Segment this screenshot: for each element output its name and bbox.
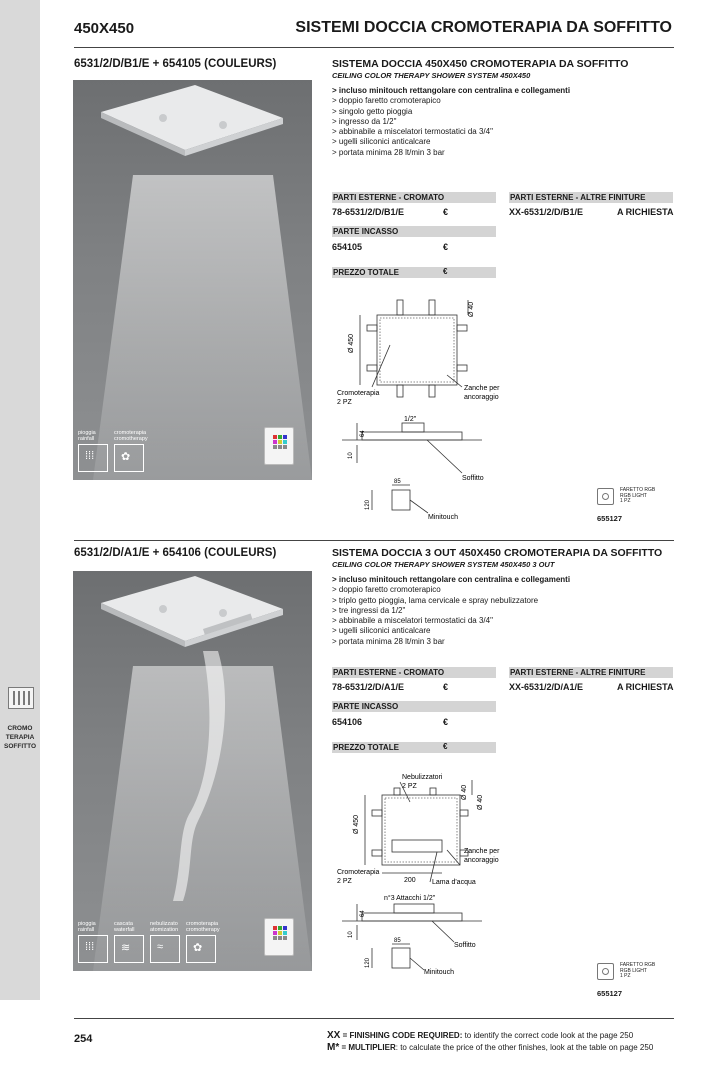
badge-mist: nebulizzato atomization ≈	[150, 921, 183, 963]
ext-chrome-code: 78-6531/2/D/A1/E	[332, 682, 405, 692]
dim-40: Ø 40	[477, 794, 484, 810]
rgb-light-label: FARETTO RGB RGB LIGHT 1 PZ	[620, 487, 656, 504]
feature-item: > tre ingressi da 1/2"	[332, 605, 406, 615]
ceiling-shower-icon	[8, 687, 34, 709]
nebulizer-label: Nebulizzatori	[402, 774, 443, 781]
feature-item: > singolo getto pioggia	[332, 106, 413, 116]
rgb-light-code: 655127	[597, 989, 623, 998]
dim-64: 64	[360, 430, 366, 437]
incasso-header: PARTE INCASSO	[332, 226, 496, 237]
total-price-header: PREZZO TOTALE	[332, 742, 496, 753]
page-size-title: 450X450	[74, 20, 135, 37]
chromotherapy-icon: ✿	[114, 444, 144, 472]
badge-waterfall: cascata waterfall ≋	[114, 921, 147, 963]
ext-other-header: PARTI ESTERNE - ALTRE FINITURE	[509, 192, 673, 203]
anchor-label-2: ancoraggio	[464, 857, 499, 864]
badge-rain: pioggia rainfall ⁞⁞⁞	[78, 921, 111, 963]
minitouch-label: Minitouch	[424, 969, 454, 976]
ext-chrome-header: PARTI ESTERNE - CROMATO	[332, 192, 496, 203]
ext-other-value: A RICHIESTA	[617, 682, 674, 692]
incasso-header: PARTE INCASSO	[332, 701, 496, 712]
dim-40: Ø 40	[468, 301, 475, 317]
currency-symbol: €	[443, 207, 449, 217]
rgb-light-code: 655127	[597, 514, 623, 523]
rgb-light-icon	[597, 488, 614, 505]
rgb-light-label: FARETTO RGB RGB LIGHT 1 PZ	[620, 962, 656, 979]
sidebar-tab-chromo[interactable]	[0, 683, 40, 755]
product-photo	[73, 571, 312, 971]
feature-item: > doppio faretto cromoterapico	[332, 585, 441, 595]
chromo-qty: 2 PZ	[337, 878, 352, 885]
feature-list	[332, 86, 570, 158]
technical-drawing	[332, 295, 532, 525]
footer-note-finishing: XX = FINISHING CODE REQUIRED: to identify the correct code look at the page 250	[327, 1030, 634, 1041]
feature-item: > portata minima 28 lt/min 3 bar	[332, 147, 445, 157]
feature-list	[332, 575, 570, 647]
badge-chromotherapy: cromoterapia cromotherapy ✿	[114, 430, 147, 472]
mist-icon: ≈	[150, 935, 180, 963]
ext-other-code: XX-6531/2/D/A1/E	[509, 682, 584, 692]
ext-other-header: PARTI ESTERNE - ALTRE FINITURE	[509, 667, 673, 678]
ext-other-code: XX-6531/2/D/B1/E	[509, 207, 584, 217]
page-category-title: SISTEMI DOCCIA CROMOTERAPIA DA SOFFITTO	[295, 19, 672, 36]
feature-item: > portata minima 28 lt/min 3 bar	[332, 636, 445, 646]
product-code: 6531/2/D/B1/E + 654105 (COULEURS)	[74, 58, 277, 70]
chromo-qty: 2 PZ	[337, 399, 352, 406]
dim-200: 200	[404, 877, 416, 884]
anchor-label: Zanche per	[464, 385, 500, 392]
feature-item: > ingresso da 1/2"	[332, 116, 397, 126]
waterfall-icon: ≋	[114, 935, 144, 963]
currency-symbol: €	[443, 742, 448, 751]
feature-item: > triplo getto pioggia, lama cervicale e spray nebulizzatore	[332, 595, 539, 605]
page-number: 254	[74, 1033, 93, 1045]
inlets-label: n°3 Attacchi 1/2"	[384, 895, 436, 902]
footer-divider	[74, 1018, 674, 1019]
dim-120: 120	[365, 499, 371, 510]
feature-item: > ugelli siliconici anticalcare	[332, 626, 431, 636]
minitouch-control-image	[264, 918, 294, 956]
currency-symbol: €	[443, 682, 449, 692]
incasso-code: 654106	[332, 717, 363, 727]
technical-drawing	[332, 770, 532, 980]
nebulizer-qty: 2 PZ	[402, 783, 417, 790]
incasso-code: 654105	[332, 242, 363, 252]
rgb-light-icon	[597, 963, 614, 980]
rain-icon: ⁞⁞⁞	[78, 935, 108, 963]
dim-64: 64	[360, 910, 366, 917]
footer-note-multiplier: M* = MULTIPLIER: to calculate the price of the other finishes, look at the table on page 250	[327, 1042, 654, 1053]
feature-badges	[78, 430, 147, 472]
dim-120: 120	[365, 957, 371, 968]
system-subtitle: CEILING COLOR THERAPY SHOWER SYSTEM 450X450	[332, 71, 531, 80]
minitouch-control-image	[264, 427, 294, 465]
dim-40: Ø 40	[461, 784, 468, 800]
anchor-label: Zanche per	[464, 848, 500, 855]
header-divider	[74, 47, 674, 48]
currency-symbol: €	[443, 242, 449, 252]
dim-10: 10	[348, 931, 354, 938]
sidebar-label: CROMO TERAPIA SOFFITTO	[3, 725, 37, 750]
dim-450: Ø 450	[353, 814, 360, 834]
feature-item: > incluso minitouch rettangolare con centralina e collegamenti	[332, 86, 571, 95]
product-photo	[73, 80, 312, 480]
section-divider	[74, 540, 674, 541]
chromo-label: Cromoterapia	[337, 390, 380, 397]
dim-10: 10	[348, 452, 354, 459]
dim-450: Ø 450	[348, 333, 355, 353]
badge-rain: pioggia rainfall ⁞⁞⁞	[78, 430, 111, 472]
currency-symbol: €	[443, 267, 448, 276]
feature-item: > doppio faretto cromoterapico	[332, 96, 441, 106]
system-subtitle: CEILING COLOR THERAPY SHOWER SYSTEM 450X450 3 OUT	[332, 560, 555, 569]
badge-chromotherapy: cromoterapia cromotherapy ✿	[186, 921, 219, 963]
feature-item: > incluso minitouch rettangolare con centralina e collegamenti	[332, 575, 571, 584]
sidebar	[0, 0, 40, 1000]
rain-icon: ⁞⁞⁞	[78, 444, 108, 472]
total-price-header: PREZZO TOTALE	[332, 267, 496, 278]
feature-item: > ugelli siliconici anticalcare	[332, 137, 431, 147]
ext-other-value: A RICHIESTA	[617, 207, 674, 217]
ceiling-label: Soffitto	[454, 942, 476, 949]
minitouch-label: Minitouch	[428, 514, 458, 521]
system-title: SISTEMA DOCCIA 3 OUT 450X450 CROMOTERAPIA DA SOFFITTO	[332, 547, 663, 559]
blade-label: Lama d'acqua	[432, 879, 476, 886]
ext-chrome-code: 78-6531/2/D/B1/E	[332, 207, 405, 217]
dim-85: 85	[394, 479, 401, 485]
chromotherapy-icon: ✿	[186, 935, 216, 963]
dim-85: 85	[394, 938, 401, 944]
chromo-label: Cromoterapia	[337, 869, 380, 876]
ext-chrome-header: PARTI ESTERNE - CROMATO	[332, 667, 496, 678]
feature-badges	[78, 921, 219, 963]
ceiling-label: Soffitto	[462, 475, 484, 482]
inlet-label: 1/2"	[404, 416, 417, 423]
anchor-label-2: ancoraggio	[464, 394, 499, 401]
feature-item: > abbinabile a miscelatori termostatici da 3/4"	[332, 616, 493, 626]
system-title: SISTEMA DOCCIA 450X450 CROMOTERAPIA DA SOFFITTO	[332, 58, 629, 70]
product-code: 6531/2/D/A1/E + 654106 (COULEURS)	[74, 547, 277, 559]
feature-item: > abbinabile a miscelatori termostatici da 3/4"	[332, 127, 493, 137]
currency-symbol: €	[443, 717, 449, 727]
